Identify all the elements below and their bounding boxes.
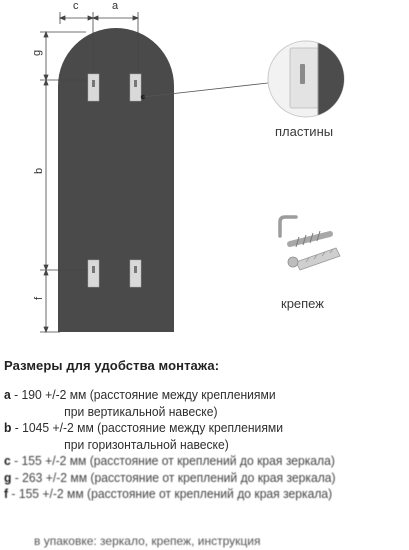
mount-plate-bottom-right — [130, 260, 141, 287]
specs-title: Размеры для удобства монтажа: — [4, 358, 220, 373]
spec-f — [4, 486, 397, 503]
dimension-c-label: c — [73, 0, 79, 12]
plate-zoom-icon — [268, 36, 350, 126]
spec-letter: g — [4, 470, 12, 485]
dimension-b-label: b — [33, 167, 45, 174]
spec-letter: a — [4, 388, 11, 402]
mount-plate-top-right — [130, 74, 141, 101]
mounting-specs — [4, 358, 409, 503]
dimension-a-label: a — [112, 0, 119, 12]
spec-letter: b — [4, 421, 12, 435]
spec-g — [4, 470, 397, 487]
spec-letter: c — [4, 454, 11, 468]
fasteners-icon — [280, 217, 340, 270]
spec-a-cont — [4, 404, 397, 421]
spec-b — [4, 420, 397, 437]
dimension-g-label: g — [31, 49, 43, 56]
fasteners-caption: крепеж — [281, 296, 324, 311]
spec-text: - 155 +/-2 мм (расстояние от креплений до края зеркала) — [8, 487, 333, 501]
plates-caption: пластины — [275, 124, 334, 139]
mount-plate-top-left — [88, 74, 99, 101]
spec-c — [4, 453, 397, 470]
spec-text: - 155 +/-2 мм (расстояние от креплений до края зеркала) — [10, 454, 335, 468]
spec-text: при горизонтальной навеске) — [64, 437, 229, 452]
spec-a — [4, 387, 397, 404]
mount-plate-bottom-left — [88, 260, 99, 287]
spec-text: при вертикальной навеске) — [64, 404, 218, 419]
dimension-f-label: f — [33, 296, 45, 300]
spec-text: - 263 +/-2 мм (расстояние от креплений до края зеркала) — [11, 470, 336, 485]
spec-text: - 190 +/-2 мм (расстояние между креплениями — [10, 388, 276, 402]
spec-letter: f — [4, 487, 9, 501]
mirror-panel — [58, 28, 174, 332]
spec-b-cont — [4, 437, 397, 454]
spec-text: - 1045 +/-2 мм (расстояние между креплениями — [11, 421, 284, 435]
package-contents: в упаковке: зеркало, крепеж, инструкция — [34, 534, 261, 548]
